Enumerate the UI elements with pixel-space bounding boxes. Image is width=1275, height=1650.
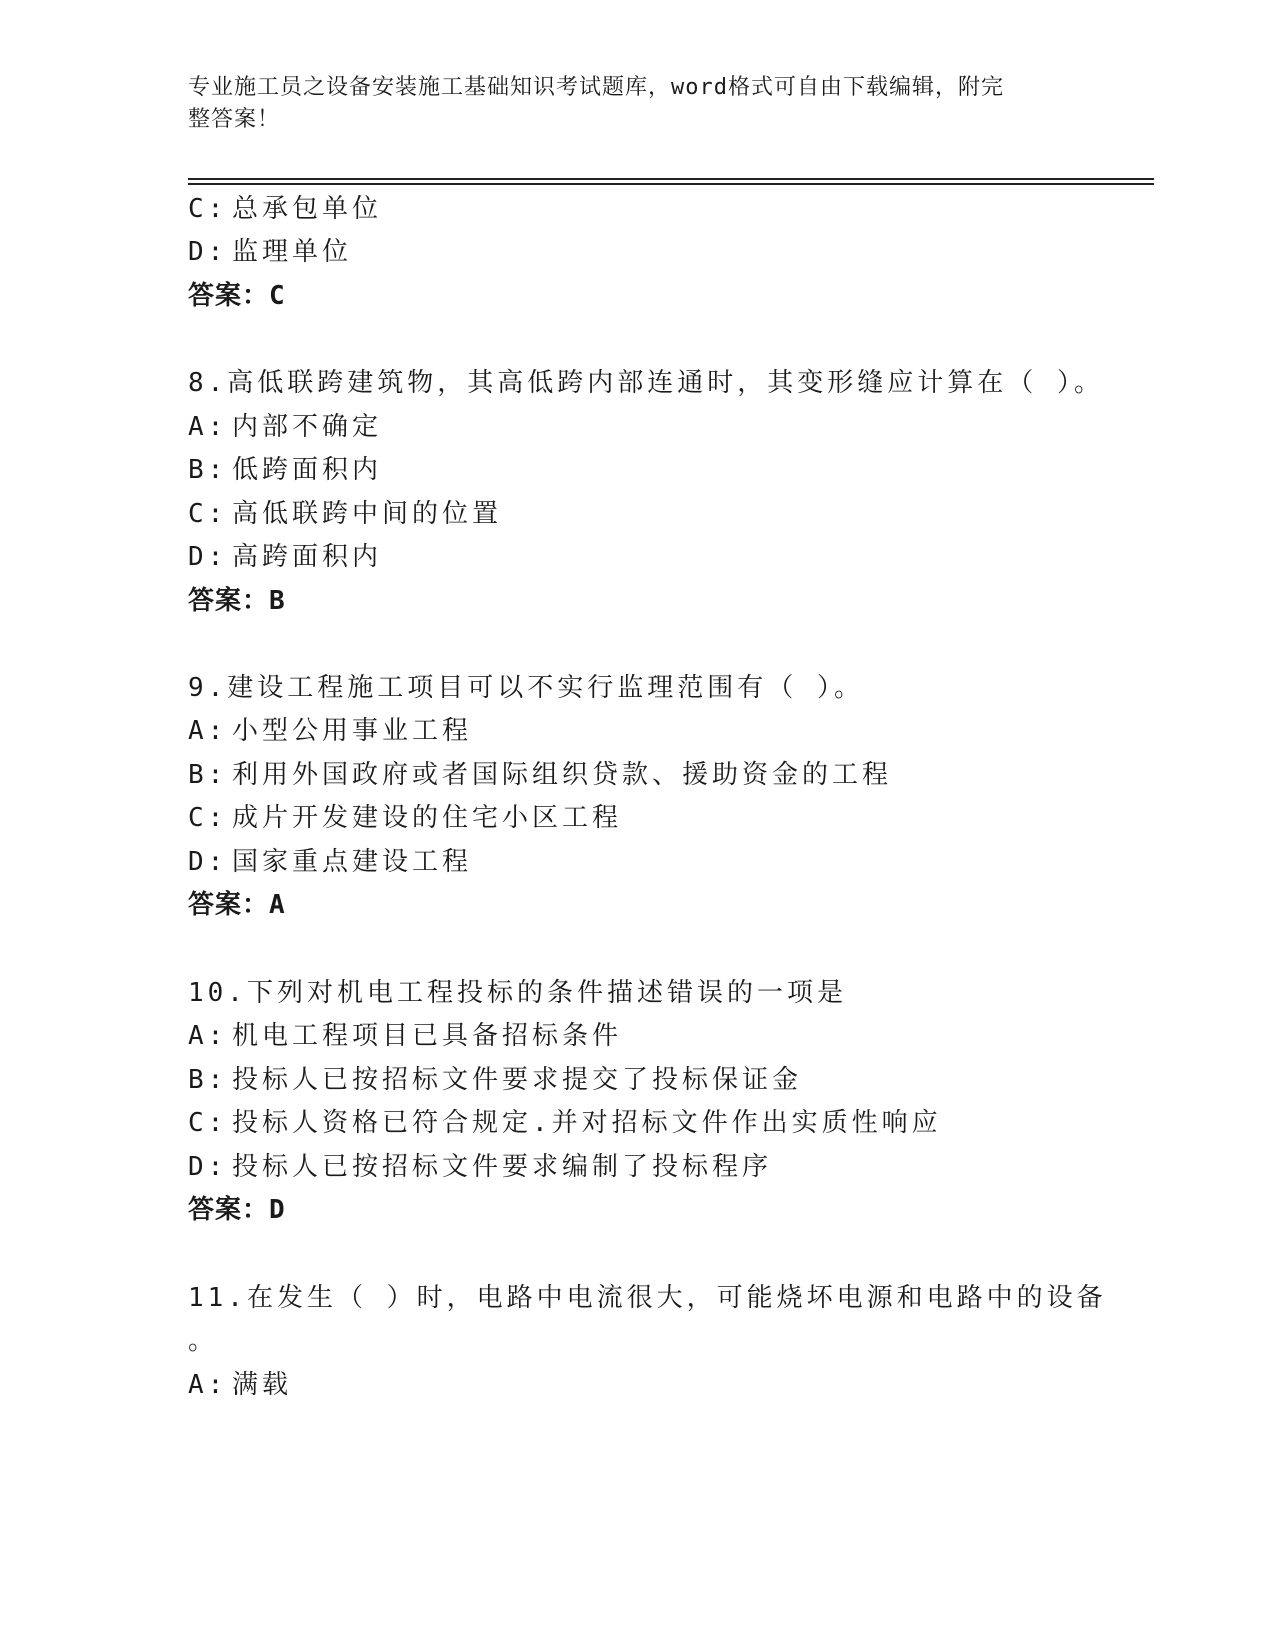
question-stem-continuation: 。 [188, 1326, 219, 1356]
option-d: D: 国家重点建设工程 [188, 847, 473, 877]
header-divider-bottom [188, 183, 1154, 185]
option-d: D: 监理单位 [188, 237, 353, 267]
header-line-2: 整答案！ [188, 107, 281, 132]
option-a: A: 内部不确定 [188, 412, 383, 442]
option-c: C: 总承包单位 [188, 194, 383, 224]
option-c: C: 高低联跨中间的位置 [188, 499, 503, 529]
question-stem: 11.在发生（ ）时，电路中电流很大，可能烧坏电源和电路中的设备 [188, 1283, 1107, 1313]
option-d: D: 投标人已按招标文件要求编制了投标程序 [188, 1152, 773, 1182]
option-b: B: 投标人已按招标文件要求提交了投标保证金 [188, 1065, 803, 1095]
document-header [188, 72, 1068, 136]
answer-line: 答案：B [188, 586, 286, 616]
option-c: C: 投标人资格已符合规定.并对招标文件作出实质性响应 [188, 1108, 942, 1138]
header-line-1: 专业施工员之设备安装施工基础知识考试题库，word格式可自由下载编辑，附完 [188, 75, 1004, 100]
option-b: B: 利用外国政府或者国际组织贷款、援助资金的工程 [188, 760, 893, 790]
question-stem: 9.建设工程施工项目可以不实行监理范围有（ ）。 [188, 673, 864, 703]
option-a: A: 满载 [188, 1370, 293, 1400]
answer-line: 答案：A [188, 890, 286, 920]
answer-line: 答案：D [188, 1195, 286, 1225]
question-stem: 8.高低联跨建筑物，其高低跨内部连通时，其变形缝应计算在（ ）。 [188, 368, 1104, 398]
option-c: C: 成片开发建设的住宅小区工程 [188, 803, 623, 833]
answer-line: 答案：C [188, 281, 286, 311]
option-a: A: 小型公用事业工程 [188, 716, 473, 746]
option-d: D: 高跨面积内 [188, 542, 383, 572]
question-stem: 10.下列对机电工程投标的条件描述错误的一项是 [188, 978, 847, 1008]
header-divider-top [188, 178, 1154, 180]
option-b: B: 低跨面积内 [188, 455, 383, 485]
option-a: A: 机电工程项目已具备招标条件 [188, 1021, 623, 1051]
